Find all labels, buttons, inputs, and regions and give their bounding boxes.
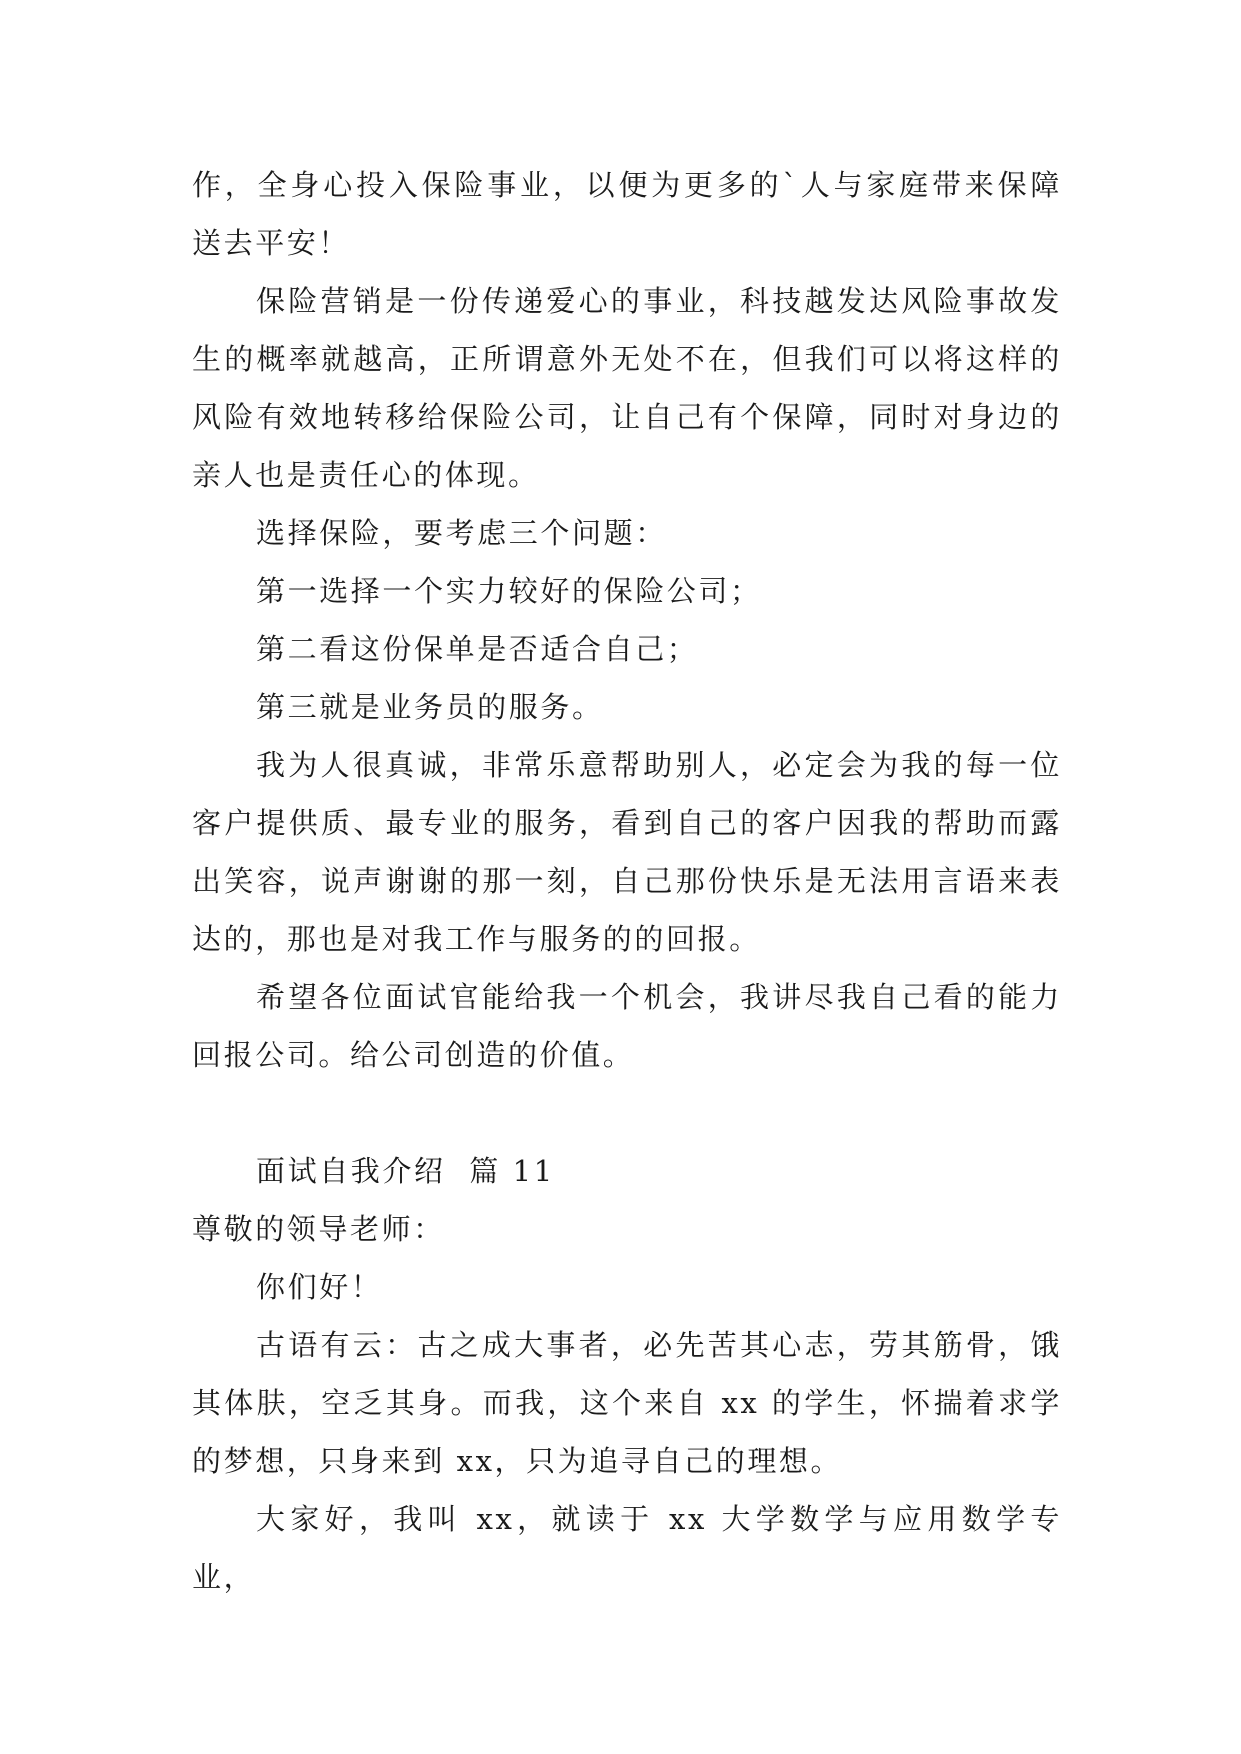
paragraph-continuation: 作，全身心投入保险事业，以便为更多的`人与家庭带来保障送去平安！ xyxy=(192,168,1062,260)
list-item-first: 第一选择一个实力较好的保险公司； xyxy=(256,574,762,608)
paragraph-choose-insurance: 选择保险，要考虑三个问题： xyxy=(256,516,667,550)
paragraph-self-intro: 大家好，我叫 xx，就读于 xx 大学数学与应用数学专业， xyxy=(192,1502,1062,1594)
section-spacer xyxy=(192,1084,1062,1142)
salutation: 尊敬的领导老师： xyxy=(192,1212,445,1246)
paragraph-insurance-marketing: 保险营销是一份传递爱心的事业，科技越发达风险事故发生的概率就越高，正所谓意外无处不在，但我们可以将这样的风险有效地转移给保险公司，让自己有个保障，同时对身边的亲人也是责任心的体现。 xyxy=(192,284,1062,492)
section-heading: 面试自我介绍 篇 11 xyxy=(256,1154,555,1188)
paragraph-ancient-saying: 古语有云：古之成大事者，必先苦其心志，劳其筋骨，饿其体肤，空乏其身。而我，这个来自 xx 的学生，怀揣着求学的梦想，只身来到 xx，只为追寻自己的理想。 xyxy=(192,1328,1062,1478)
list-item-third: 第三就是业务员的服务。 xyxy=(256,690,604,724)
paragraph-hope: 希望各位面试官能给我一个机会，我讲尽我自己看的能力回报公司。给公司创造的价值。 xyxy=(192,980,1062,1072)
paragraph-greeting: 你们好！ xyxy=(256,1270,383,1304)
paragraph-sincere: 我为人很真诚，非常乐意帮助别人，必定会为我的每一位客户提供质、最专业的服务，看到自己的客户因我的帮助而露出笑容，说声谢谢的那一刻，自己那份快乐是无法用言语来表达的，那也是对我工作与服务的的回报。 xyxy=(192,748,1062,956)
list-item-second: 第二看这份保单是否适合自己； xyxy=(256,632,699,666)
document-body xyxy=(192,156,1062,1606)
